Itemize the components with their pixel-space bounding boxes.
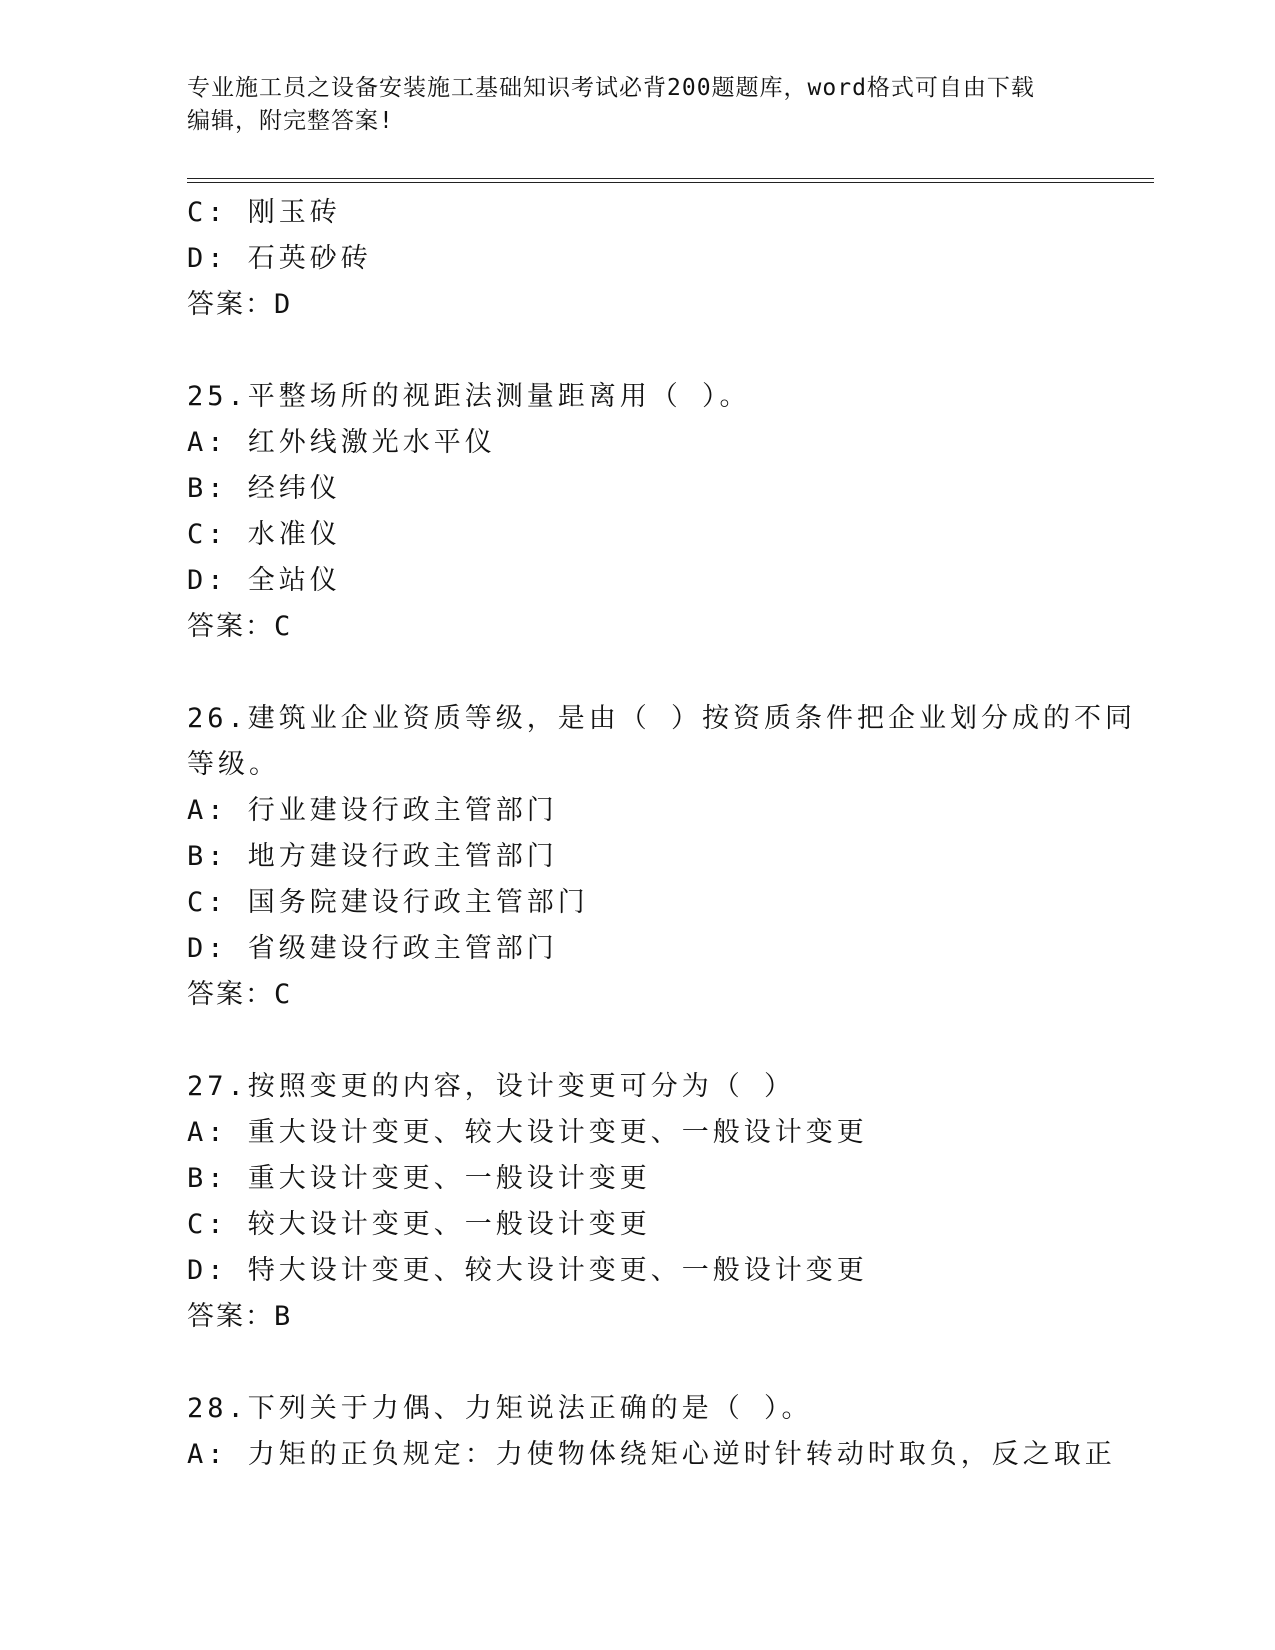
answer: 答案：B [187, 1301, 293, 1332]
question-stem-line-1: 26.建筑业企业资质等级，是由（ ）按资质条件把企业划分成的不同 [187, 703, 1137, 734]
option-a: A: 红外线激光水平仪 [187, 427, 496, 458]
option-d: D: 石英砂砖 [187, 243, 372, 274]
document-header [187, 72, 1067, 138]
question-stem: 28.下列关于力偶、力矩说法正确的是（ ）。 [187, 1393, 813, 1424]
option-d: D: 省级建设行政主管部门 [187, 933, 558, 964]
question-stem: 25.平整场所的视距法测量距离用（ ）。 [187, 381, 751, 412]
option-a: A: 重大设计变更、较大设计变更、一般设计变更 [187, 1117, 868, 1148]
option-a: A: 行业建设行政主管部门 [187, 795, 558, 826]
header-divider-bottom [187, 182, 1154, 183]
option-c: C: 刚玉砖 [187, 197, 341, 228]
question-24-continued [187, 190, 1087, 328]
spacer [187, 650, 1087, 696]
question-stem-line-2: 等级。 [187, 749, 280, 780]
question-25 [187, 374, 1087, 650]
option-d: D: 全站仪 [187, 565, 341, 596]
header-title-line-1: 专业施工员之设备安装施工基础知识考试必背200题题库，word格式可自由下载 [187, 75, 1035, 101]
header-divider-top [187, 178, 1154, 179]
question-28 [187, 1386, 1116, 1478]
answer: 答案：C [187, 979, 293, 1010]
option-b: B: 重大设计变更、一般设计变更 [187, 1163, 651, 1194]
question-list [187, 190, 1137, 1478]
spacer [187, 1018, 1087, 1064]
spacer [187, 1340, 1087, 1386]
question-27 [187, 1064, 1087, 1340]
option-a: A: 力矩的正负规定：力使物体绕矩心逆时针转动时取负，反之取正 [187, 1439, 1116, 1470]
option-c: C: 较大设计变更、一般设计变更 [187, 1209, 651, 1240]
answer: 答案：C [187, 611, 293, 642]
question-26 [187, 696, 1137, 1018]
option-c: C: 国务院建设行政主管部门 [187, 887, 589, 918]
header-title-line-2: 编辑，附完整答案! [187, 108, 394, 134]
option-c: C: 水准仪 [187, 519, 341, 550]
question-stem: 27.按照变更的内容，设计变更可分为（ ） [187, 1071, 796, 1102]
option-d: D: 特大设计变更、较大设计变更、一般设计变更 [187, 1255, 868, 1286]
answer: 答案：D [187, 289, 293, 320]
option-b: B: 地方建设行政主管部门 [187, 841, 558, 872]
spacer [187, 328, 1087, 374]
option-b: B: 经纬仪 [187, 473, 341, 504]
